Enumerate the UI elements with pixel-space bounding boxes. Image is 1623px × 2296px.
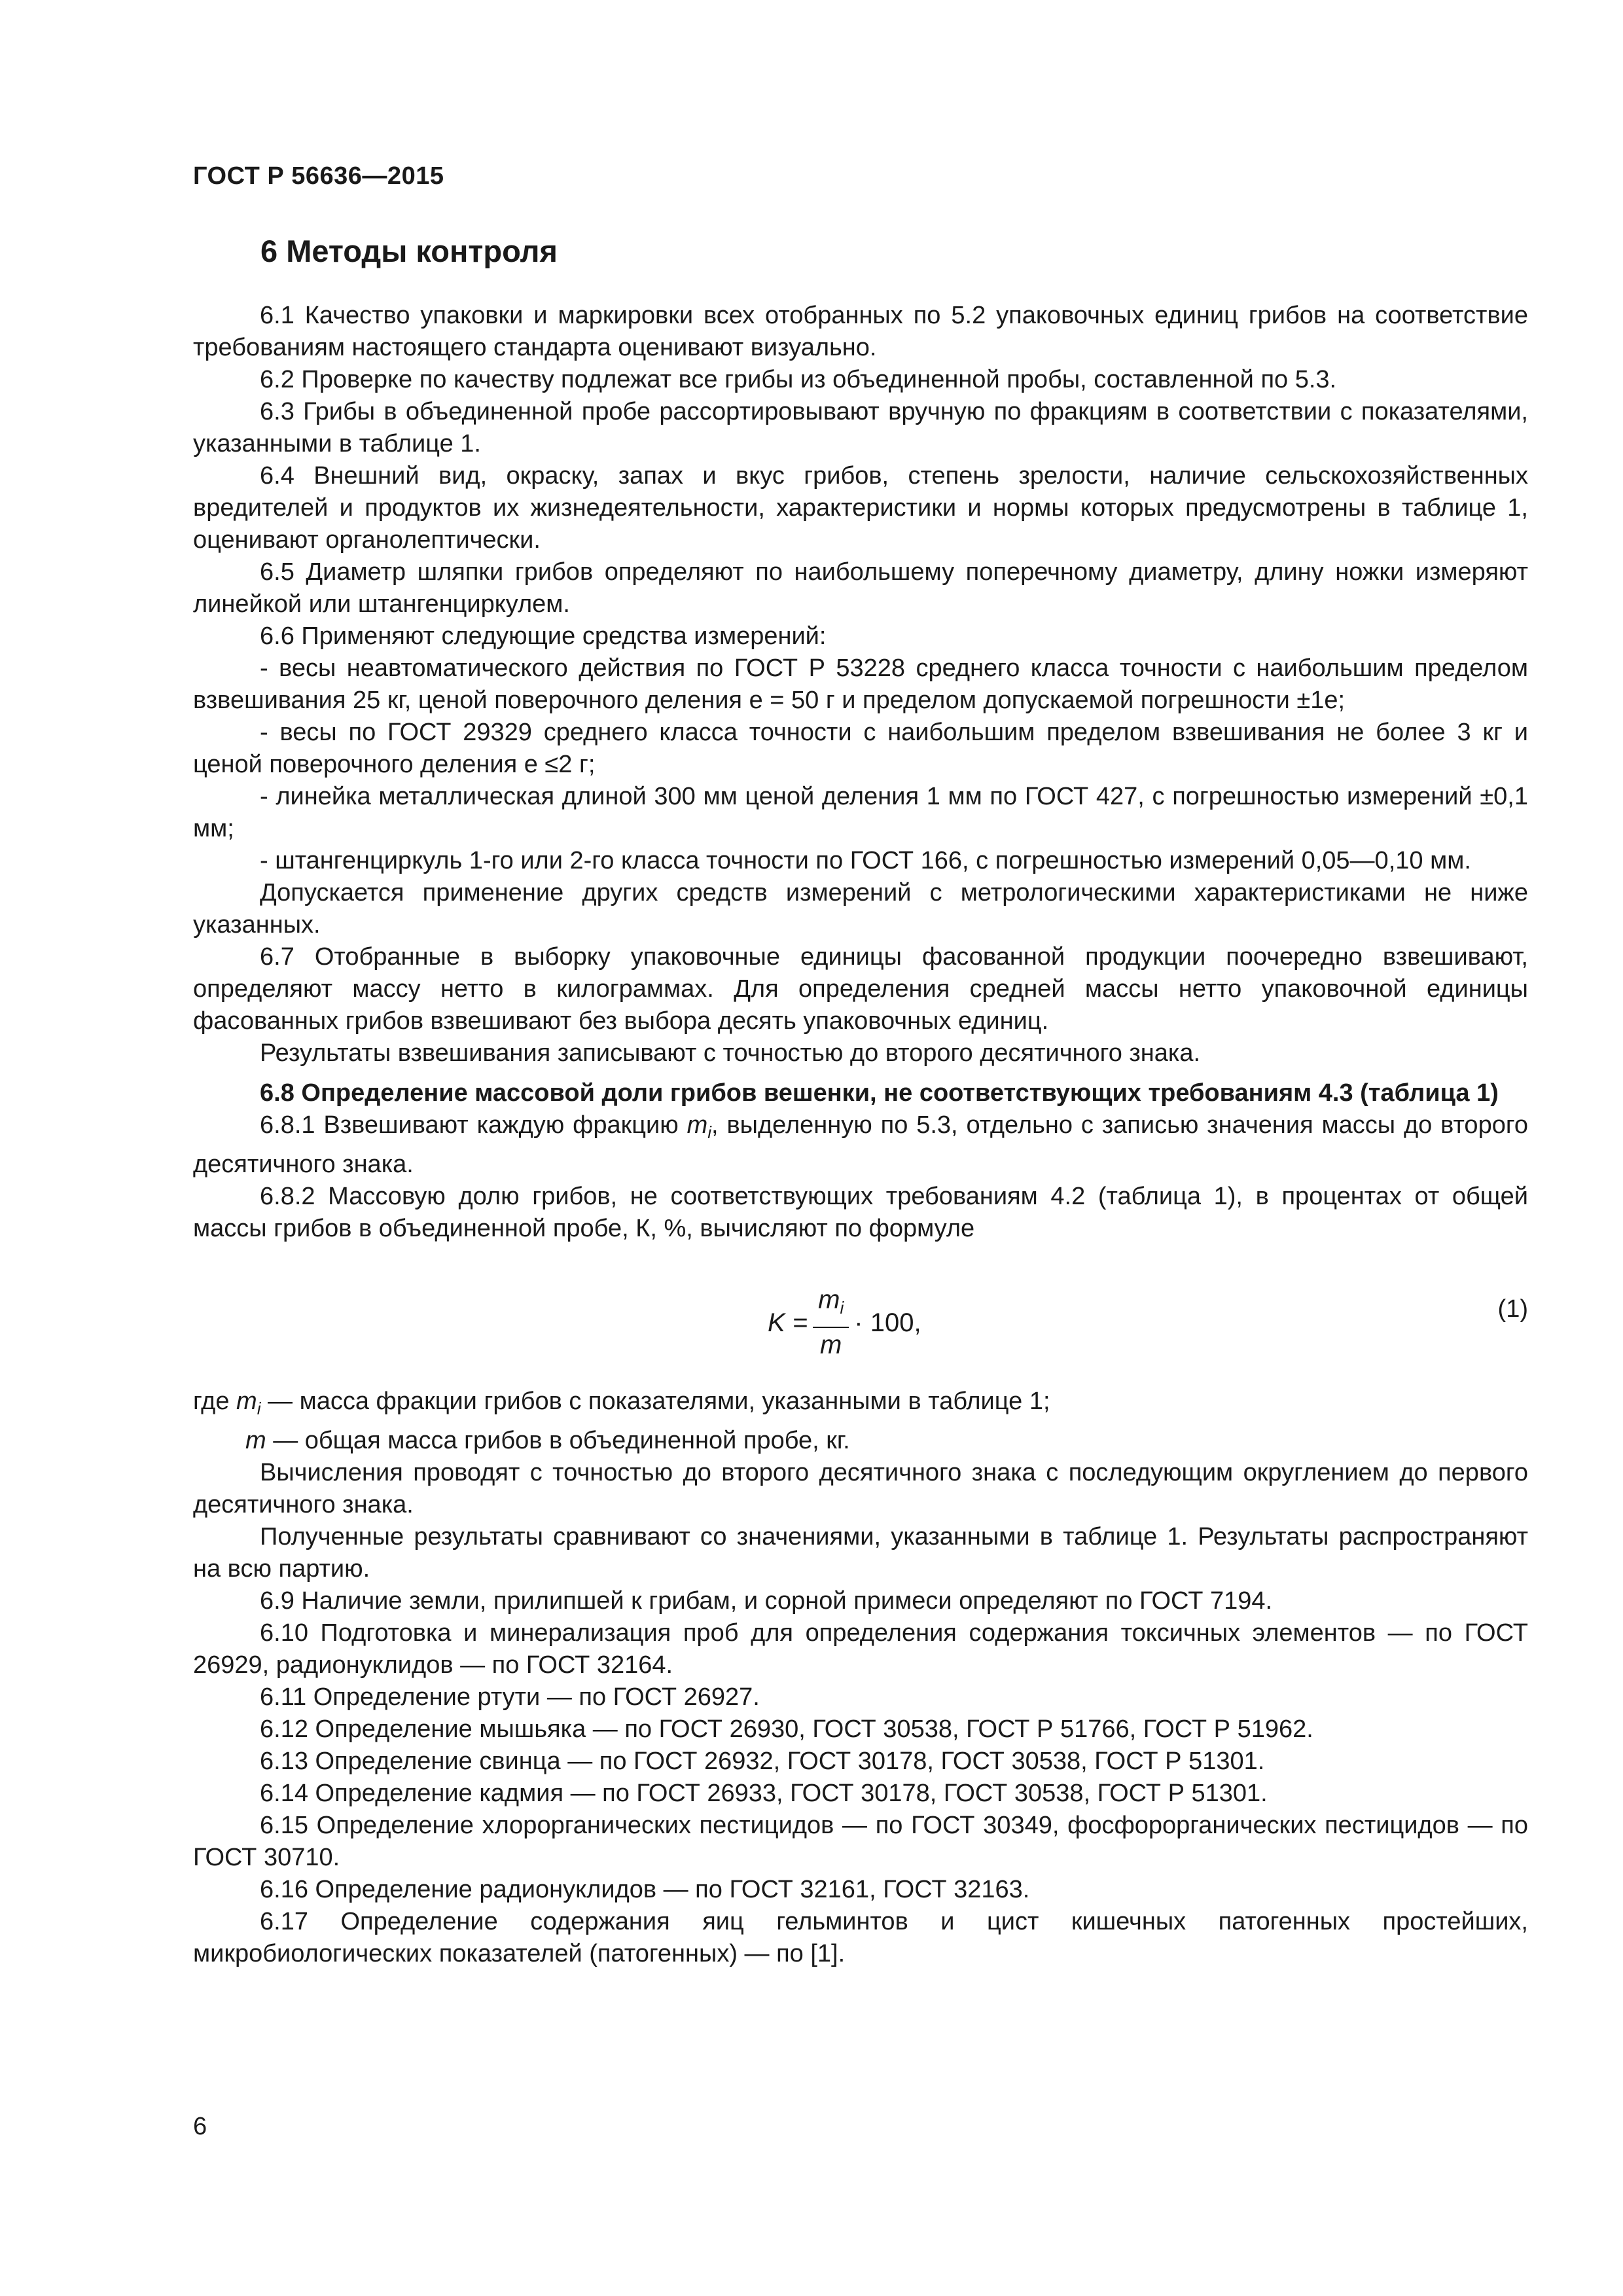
paragraph-6-15: 6.15 Определение хлорорганических пестицидов — по ГОСТ 30349, фосфорорганических пестицидов — по ГОСТ 30710. [193, 1812, 1528, 1871]
paragraph-6-9: 6.9 Наличие земли, прилипшей к грибам, и сорной примеси определяют по ГОСТ 7194. [260, 1587, 1273, 1615]
paragraph-6-2: 6.2 Проверке по качеству подлежат все грибы из объединенной пробы, составленной по 5.3. [260, 366, 1337, 393]
paragraph-6-11: 6.11 Определение ртути — по ГОСТ 26927. [260, 1683, 760, 1711]
paragraph-6-13: 6.13 Определение свинца — по ГОСТ 26932, ГОСТ 30178, ГОСТ 30538, ГОСТ Р 51301. [260, 1748, 1265, 1775]
formula-block [193, 1245, 1528, 1386]
formula-numerator-subscript: i [840, 1298, 844, 1318]
formula-fraction [813, 1284, 849, 1361]
paragraph-comparison: Полученные результаты сравнивают со значениями, указанными в таблице 1. Результаты распространяют на всю партию. [193, 1523, 1528, 1583]
symbol-m: m [687, 1111, 708, 1139]
paragraph-6-1: 6.1 Качество упаковки и маркировки всех отобранных по 5.2 упаковочных единиц грибов на соответствие требованиям настоящего стандарта оценивают визуально. [193, 302, 1528, 361]
paragraph-6-7: 6.7 Отобранные в выборку упаковочные единицы фасованной продукции поочередно взвешивают, определяют массу нетто в килограммах. Для определения средней массы нетто упаковочной единицы фасованных грибов взвешивают без выбора десять упаковочных единиц. [193, 943, 1528, 1035]
paragraph-6-8-1 [193, 1109, 1528, 1181]
formula-lhs: K = [768, 1308, 808, 1337]
list-item: - линейка металлическая длиной 300 мм ценой деления 1 мм по ГОСТ 427, с погрешностью измерений ±0,1 мм; [193, 783, 1528, 842]
document-body [193, 300, 1528, 1970]
page-number: 6 [193, 2113, 207, 2140]
paragraph-6-12: 6.12 Определение мышьяка — по ГОСТ 26930, ГОСТ 30538, ГОСТ Р 51766, ГОСТ Р 51962. [260, 1715, 1313, 1743]
paragraph-6-8-1-start: 6.8.1 Взвешивают каждую фракцию [260, 1111, 687, 1139]
list-item: - весы неавтоматического действия по ГОСТ Р 53228 среднего класса точности с наибольшим пределом взвешивания 25 кг, ценой поверочного деления e = 50 г и пределом допускаемой погрешности ±1e; [193, 655, 1528, 714]
paragraph-6-6: 6.6 Применяют следующие средства измерений: [260, 622, 827, 650]
subsection-heading-6-8: 6.8 Определение массовой доли грибов вешенки, не соответствующих требованиям 4.3 (таблица 1) [260, 1079, 1499, 1107]
paragraph-calculation: Вычисления проводят с точностью до второго десятичного знака с последующим округлением до первого десятичного знака. [193, 1459, 1528, 1518]
symbol-i-subscript: i [257, 1399, 261, 1418]
paragraph-6-7-results: Результаты взвешивания записывают с точностью до второго десятичного знака. [260, 1039, 1201, 1067]
symbol-m: m [236, 1388, 257, 1415]
definition-mi-start: где [193, 1388, 237, 1415]
list-item: - штангенциркуль 1-го или 2-го класса точности по ГОСТ 166, с погрешностью измерений 0,05—0,10 мм. [260, 847, 1471, 874]
paragraph-6-8-2: 6.8.2 Массовую долю грибов, не соответствующих требованиям 4.2 (таблица 1), в процентах от общей массы грибов в объединенной пробе, К, %, вычисляют по формуле [193, 1183, 1528, 1242]
paragraph-6-4: 6.4 Внешний вид, окраску, запах и вкус грибов, степень зрелости, наличие сельскохозяйственных вредителей и продуктов их жизнедеятельности, характеристики и нормы которых предусмотрены в таблице 1, оценивают органолептически. [193, 462, 1528, 554]
document-header: ГОСТ Р 56636—2015 [193, 162, 444, 190]
list-item: - весы по ГОСТ 29329 среднего класса точности с наибольшим пределом взвешивания не более 3 кг и ценой поверочного деления e ≤2 г; [193, 719, 1528, 778]
formula-numerator [813, 1284, 849, 1328]
section-title: 6 Методы контроля [260, 234, 558, 268]
paragraph-6-17: 6.17 Определение содержания яиц гельминтов и цист кишечных патогенных простейших, микробиологических показателей (патогенных) — по [1]. [193, 1908, 1528, 1967]
formula-numerator-symbol: m [818, 1285, 840, 1314]
formula-number: (1) [1497, 1295, 1528, 1323]
paragraph-6-5: 6.5 Диаметр шляпки грибов определяют по наибольшему поперечному диаметру, длину ножки измеряют линейкой или штангенциркулем. [193, 558, 1528, 618]
paragraph-6-10: 6.10 Подготовка и минерализация проб для определения содержания токсичных элементов — по ГОСТ 26929, радионуклидов — по ГОСТ 32164. [193, 1619, 1528, 1679]
paragraph-6-14: 6.14 Определение кадмия — по ГОСТ 26933, ГОСТ 30178, ГОСТ 30538, ГОСТ Р 51301. [260, 1780, 1268, 1807]
definition-m [193, 1425, 1528, 1457]
paragraph-6-16: 6.16 Определение радионуклидов — по ГОСТ 32161, ГОСТ 32163. [260, 1876, 1030, 1903]
definition-mi-text: — масса фракции грибов с показателями, указанными в таблице 1; [260, 1388, 1050, 1415]
formula [768, 1284, 921, 1361]
definition-mi [193, 1386, 1528, 1425]
paragraph-allowance: Допускается применение других средств измерений с метрологическими характеристиками не ниже указанных. [193, 879, 1528, 939]
formula-rhs: · 100, [854, 1308, 921, 1337]
symbol-m: m [245, 1427, 266, 1454]
symbol-i-subscript: i [707, 1122, 712, 1142]
paragraph-6-8-1-end: , выделенную по 5.3, отдельно с записью значения массы до второго десятичного знака. [193, 1111, 1528, 1178]
paragraph-6-3: 6.3 Грибы в объединенной пробе рассортировывают вручную по фракциям в соответствии с показателями, указанными в таблице 1. [193, 398, 1528, 457]
definition-m-text: — общая масса грибов в объединенной пробе, кг. [266, 1427, 850, 1454]
formula-denominator: m [820, 1331, 842, 1359]
